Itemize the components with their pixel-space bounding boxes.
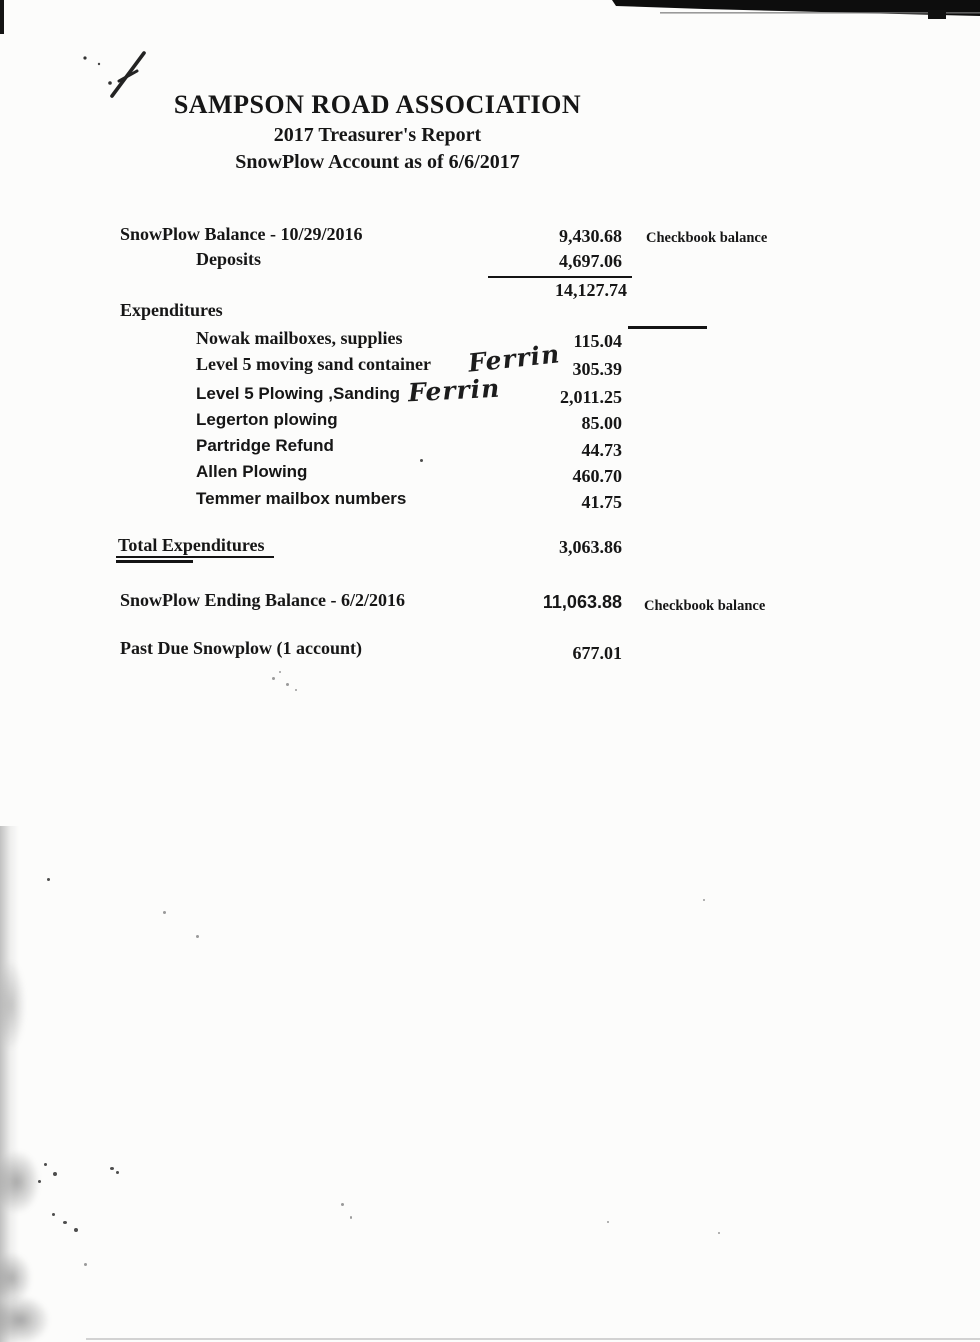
deposits-sum-rule [488, 276, 632, 278]
expenditure-amount-allen: 460.70 [572, 466, 622, 486]
expenditures-heading: Expenditures [120, 300, 223, 320]
total-expenditures-amount: 3,063.86 [559, 537, 622, 557]
scan-speck [84, 1263, 87, 1266]
expenditure-amount-temmer: 41.75 [581, 492, 622, 512]
scan-speck [607, 1221, 609, 1223]
ending-balance-label: SnowPlow Ending Balance - 6/2/2016 [120, 590, 406, 610]
ending-balance-amount: 11,063.88 [542, 592, 622, 612]
expenditure-amount-plowing-sanding: 2,011.25 [559, 387, 622, 407]
scan-speck [47, 878, 50, 881]
past-due-amount: 677.01 [572, 643, 622, 663]
subtotal-amount: 14,127.74 [555, 280, 627, 300]
deposits-amount: 4,697.06 [559, 251, 622, 271]
pencil-dot [279, 671, 281, 673]
scan-speck [196, 935, 199, 938]
past-due-label: Past Due Snowplow (1 account) [120, 638, 363, 658]
scan-speck [110, 1167, 114, 1170]
handwriting-ferrin-2: Ferrin [407, 373, 502, 408]
report-subtitle-year: 2017 Treasurer's Report [273, 124, 482, 146]
report-header [77, 90, 678, 174]
total-underline-1 [116, 556, 274, 558]
checkbook-balance-note-bottom: Checkbook balance [644, 598, 766, 614]
scan-speck [116, 1171, 119, 1174]
opening-balance-amount: 9,430.68 [559, 226, 622, 246]
scan-blotch [0, 1150, 40, 1214]
expenditure-label-sand-container: Level 5 moving sand container [196, 354, 432, 374]
scan-speck [52, 1213, 55, 1216]
expenditure-label-temmer: Temmer mailbox numbers [196, 489, 407, 508]
expenditure-label-legerton: Legerton plowing [196, 410, 338, 429]
deposits-label: Deposits [196, 249, 262, 269]
scan-bottom-edge-line [86, 1338, 980, 1340]
expenditure-label-allen: Allen Plowing [196, 462, 308, 481]
expenditure-amount-partridge: 44.73 [581, 440, 622, 460]
expenditure-amount-sand-container: 305.39 [572, 359, 622, 379]
stray-scan-line [628, 326, 707, 329]
pencil-dot [295, 689, 297, 691]
expenditure-label-nowak: Nowak mailboxes, supplies [196, 328, 403, 348]
scan-blotch [0, 960, 26, 1050]
expenditure-amount-nowak: 115.04 [573, 331, 622, 351]
report-subtitle-account: SnowPlow Account as of 6/6/2017 [235, 151, 520, 173]
report-title: SAMPSON ROAD ASSOCIATION [173, 90, 582, 119]
ink-speck [420, 459, 423, 462]
scan-speck [718, 1232, 720, 1234]
scan-speck [38, 1180, 41, 1183]
scan-speck [703, 899, 705, 901]
total-expenditures-label: Total Expenditures [118, 535, 265, 555]
scan-speck [74, 1228, 78, 1232]
total-underline-2 [116, 560, 193, 563]
expenditure-label-partridge: Partridge Refund [196, 436, 334, 455]
expenditure-amount-legerton: 85.00 [581, 413, 622, 433]
scan-speck [163, 911, 166, 914]
pencil-dot [286, 683, 289, 686]
opening-balance-label: SnowPlow Balance - 10/29/2016 [120, 224, 363, 244]
scan-speck [53, 1172, 57, 1176]
scan-speck [44, 1163, 47, 1166]
checkbook-balance-note-top: Checkbook balance [646, 230, 768, 246]
scan-speck [341, 1203, 344, 1206]
pencil-dot [272, 677, 275, 680]
expenditure-label-plowing-sanding: Level 5 Plowing ,Sanding [196, 384, 401, 403]
handwriting-ferrin-1: Ferrin [466, 339, 562, 378]
scan-speck [350, 1216, 352, 1219]
scan-blotch [0, 1295, 50, 1342]
scan-speck [63, 1221, 67, 1224]
